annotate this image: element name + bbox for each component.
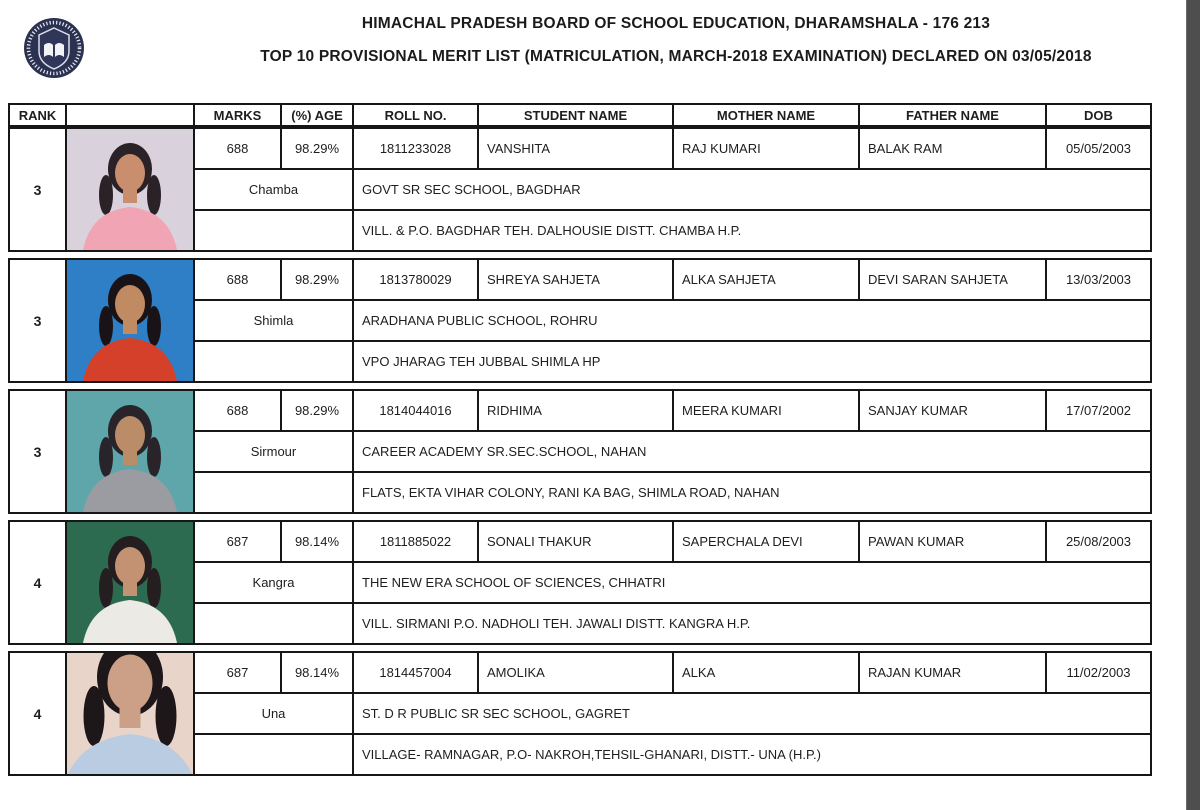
col-header-photo [67, 105, 193, 125]
merit-list-title: TOP 10 PROVISIONAL MERIT LIST (MATRICULATION, MARCH-2018 EXAMINATION) DECLARED ON 03/05/2018 [260, 48, 1092, 65]
document-titles [170, 0, 1182, 66]
empty-cell [195, 342, 352, 381]
dob-cell: 11/02/2003 [1047, 653, 1150, 692]
student-name-cell: SONALI THAKUR [479, 522, 672, 561]
mother-name-cell: SAPERCHALA DEVI [674, 522, 858, 561]
district-cell: Chamba [195, 170, 352, 209]
board-title: HIMACHAL PRADESH BOARD OF SCHOOL EDUCATION, DHARAMSHALA - 176 213 [361, 15, 991, 32]
student-photo [67, 129, 193, 250]
dob-cell: 17/07/2002 [1047, 391, 1150, 430]
student-name-cell: RIDHIMA [479, 391, 672, 430]
col-header-dob: DOB [1047, 105, 1150, 125]
percentage-cell: 98.29% [282, 391, 352, 430]
student-photo-image [67, 522, 193, 643]
masthead [0, 0, 1200, 103]
school-cell: ARADHANA PUBLIC SCHOOL, ROHRU [354, 301, 1150, 340]
student-record-row [8, 651, 1152, 776]
col-header-percentage: (%) AGE [282, 105, 352, 125]
student-photo-image [67, 129, 193, 250]
student-photo-image [67, 260, 193, 381]
col-header-rank: RANK [10, 105, 65, 125]
rank-cell: 3 [10, 260, 65, 381]
roll-no-cell: 1814457004 [354, 653, 477, 692]
table-header-row [8, 103, 1152, 127]
address-cell: VPO JHARAG TEH JUBBAL SHIMLA HP [354, 342, 1150, 381]
roll-no-cell: 1811885022 [354, 522, 477, 561]
father-name-cell: PAWAN KUMAR [860, 522, 1045, 561]
empty-cell [195, 473, 352, 512]
student-record-row [8, 258, 1152, 383]
father-name-cell: BALAK RAM [860, 129, 1045, 168]
father-name-cell: SANJAY KUMAR [860, 391, 1045, 430]
school-cell: THE NEW ERA SCHOOL OF SCIENCES, CHHATRI [354, 563, 1150, 602]
percentage-cell: 98.29% [282, 260, 352, 299]
empty-cell [195, 211, 352, 250]
address-cell: VILL. & P.O. BAGDHAR TEH. DALHOUSIE DISTT. CHAMBA H.P. [354, 211, 1150, 250]
col-header-father-name: FATHER NAME [860, 105, 1045, 125]
records [0, 127, 1200, 776]
student-photo-image [67, 391, 193, 512]
mother-name-cell: ALKA SAHJETA [674, 260, 858, 299]
address-cell: VILL. SIRMANI P.O. NADHOLI TEH. JAWALI DISTT. KANGRA H.P. [354, 604, 1150, 643]
mother-name-cell: RAJ KUMARI [674, 129, 858, 168]
student-name-cell: SHREYA SAHJETA [479, 260, 672, 299]
marks-cell: 688 [195, 129, 280, 168]
address-cell: VILLAGE- RAMNAGAR, P.O- NAKROH,TEHSIL-GHANARI, DISTT.- UNA (H.P.) [354, 735, 1150, 774]
board-seal-logo [22, 16, 86, 80]
father-name-cell: DEVI SARAN SAHJETA [860, 260, 1045, 299]
student-photo [67, 391, 193, 512]
student-record-row [8, 389, 1152, 514]
col-header-student-name: STUDENT NAME [479, 105, 672, 125]
student-photo-image [67, 653, 193, 774]
roll-no-cell: 1813780029 [354, 260, 477, 299]
dob-cell: 05/05/2003 [1047, 129, 1150, 168]
district-cell: Shimla [195, 301, 352, 340]
student-photo [67, 260, 193, 381]
district-cell: Kangra [195, 563, 352, 602]
empty-cell [195, 735, 352, 774]
student-photo [67, 522, 193, 643]
percentage-cell: 98.14% [282, 522, 352, 561]
col-header-mother-name: MOTHER NAME [674, 105, 858, 125]
vertical-scrollbar[interactable] [1186, 0, 1200, 810]
father-name-cell: RAJAN KUMAR [860, 653, 1045, 692]
district-cell: Una [195, 694, 352, 733]
roll-no-cell: 1814044016 [354, 391, 477, 430]
address-cell: FLATS, EKTA VIHAR COLONY, RANI KA BAG, SHIMLA ROAD, NAHAN [354, 473, 1150, 512]
col-header-roll-no: ROLL NO. [354, 105, 477, 125]
school-cell: ST. D R PUBLIC SR SEC SCHOOL, GAGRET [354, 694, 1150, 733]
student-photo [67, 653, 193, 774]
dob-cell: 13/03/2003 [1047, 260, 1150, 299]
student-record-row [8, 520, 1152, 645]
dob-cell: 25/08/2003 [1047, 522, 1150, 561]
marks-cell: 687 [195, 522, 280, 561]
district-cell: Sirmour [195, 432, 352, 471]
mother-name-cell: MEERA KUMARI [674, 391, 858, 430]
school-cell: GOVT SR SEC SCHOOL, BAGDHAR [354, 170, 1150, 209]
rank-cell: 4 [10, 522, 65, 643]
rank-cell: 4 [10, 653, 65, 774]
rank-cell: 3 [10, 391, 65, 512]
marks-cell: 688 [195, 391, 280, 430]
student-name-cell: VANSHITA [479, 129, 672, 168]
marks-cell: 687 [195, 653, 280, 692]
col-header-marks: MARKS [195, 105, 280, 125]
percentage-cell: 98.14% [282, 653, 352, 692]
rank-cell: 3 [10, 129, 65, 250]
student-record-row [8, 127, 1152, 252]
school-cell: CAREER ACADEMY SR.SEC.SCHOOL, NAHAN [354, 432, 1150, 471]
percentage-cell: 98.29% [282, 129, 352, 168]
roll-no-cell: 1811233028 [354, 129, 477, 168]
student-name-cell: AMOLIKA [479, 653, 672, 692]
mother-name-cell: ALKA [674, 653, 858, 692]
marks-cell: 688 [195, 260, 280, 299]
empty-cell [195, 604, 352, 643]
